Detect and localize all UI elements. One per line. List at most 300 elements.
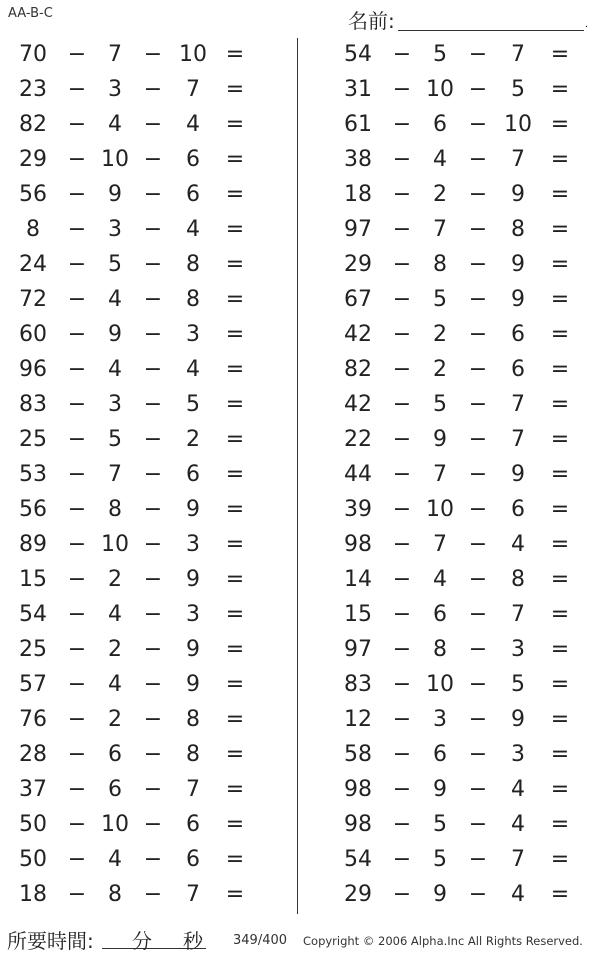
minuend: 54 <box>19 602 47 627</box>
problem-row <box>325 73 600 108</box>
minuend: 57 <box>19 672 47 697</box>
problem-row <box>0 318 290 353</box>
problem-row <box>325 773 600 808</box>
minus-sign: − <box>468 217 488 242</box>
minuend: 29 <box>344 882 372 907</box>
subtrahend-1: 5 <box>433 812 447 837</box>
subtrahend-2: 6 <box>186 147 200 172</box>
subtrahend-2: 9 <box>511 287 525 312</box>
problem-row <box>0 73 290 108</box>
subtrahend-2: 3 <box>186 322 200 347</box>
equals-sign: = <box>225 742 245 767</box>
subtrahend-2: 4 <box>511 882 525 907</box>
minus-sign: − <box>468 427 488 452</box>
subtrahend-1: 9 <box>433 777 447 802</box>
subtrahend-1: 7 <box>433 462 447 487</box>
problem-row <box>0 38 290 73</box>
problem-row <box>325 563 600 598</box>
problem-row <box>0 773 290 808</box>
equals-sign: = <box>550 567 570 592</box>
subtrahend-2: 3 <box>511 637 525 662</box>
equals-sign: = <box>225 147 245 172</box>
equals-sign: = <box>550 497 570 522</box>
minus-sign: − <box>67 602 87 627</box>
minus-sign: − <box>392 427 412 452</box>
minus-sign: − <box>67 777 87 802</box>
minus-sign: − <box>67 287 87 312</box>
equals-sign: = <box>550 77 570 102</box>
minus-sign: − <box>392 742 412 767</box>
subtrahend-1: 10 <box>426 672 454 697</box>
minus-sign: − <box>67 77 87 102</box>
subtrahend-2: 5 <box>511 77 525 102</box>
minus-sign: − <box>392 812 412 837</box>
seconds-label: 秒 <box>183 929 203 953</box>
minus-sign: − <box>392 42 412 67</box>
subtrahend-2: 6 <box>186 182 200 207</box>
left-problem-column <box>0 38 290 913</box>
worksheet-code: AA-B-C <box>8 6 53 21</box>
minuend: 83 <box>344 672 372 697</box>
minus-sign: − <box>143 182 163 207</box>
minus-sign: − <box>67 42 87 67</box>
minus-sign: − <box>143 777 163 802</box>
minus-sign: − <box>392 77 412 102</box>
minuend: 37 <box>19 777 47 802</box>
name-field[interactable] <box>348 5 588 33</box>
subtrahend-2: 7 <box>511 392 525 417</box>
subtrahend-1: 10 <box>426 77 454 102</box>
subtrahend-2: 3 <box>186 532 200 557</box>
minus-sign: − <box>67 252 87 277</box>
subtrahend-1: 8 <box>108 882 122 907</box>
minus-sign: − <box>392 357 412 382</box>
problem-row <box>325 843 600 878</box>
subtrahend-1: 3 <box>108 77 122 102</box>
minus-sign: − <box>143 637 163 662</box>
minus-sign: − <box>468 672 488 697</box>
subtrahend-2: 9 <box>186 672 200 697</box>
problem-row <box>0 143 290 178</box>
subtrahend-1: 7 <box>108 462 122 487</box>
minus-sign: − <box>143 427 163 452</box>
equals-sign: = <box>550 42 570 67</box>
subtrahend-2: 4 <box>186 357 200 382</box>
equals-sign: = <box>550 707 570 732</box>
minuend: 96 <box>19 357 47 382</box>
subtrahend-1: 6 <box>433 742 447 767</box>
subtrahend-1: 10 <box>101 532 129 557</box>
subtrahend-2: 9 <box>186 567 200 592</box>
minus-sign: − <box>468 357 488 382</box>
minus-sign: − <box>67 112 87 137</box>
minuend: 18 <box>344 182 372 207</box>
problem-row <box>0 668 290 703</box>
subtrahend-2: 6 <box>511 322 525 347</box>
minus-sign: − <box>468 462 488 487</box>
subtrahend-2: 8 <box>186 707 200 732</box>
minuend: 15 <box>19 567 47 592</box>
subtrahend-1: 6 <box>108 742 122 767</box>
problem-row <box>0 843 290 878</box>
minus-sign: − <box>143 532 163 557</box>
minus-sign: − <box>67 147 87 172</box>
minuend: 18 <box>19 882 47 907</box>
minus-sign: − <box>468 637 488 662</box>
problem-row <box>0 108 290 143</box>
minuend: 12 <box>344 707 372 732</box>
subtrahend-1: 4 <box>108 847 122 872</box>
minus-sign: − <box>143 742 163 767</box>
equals-sign: = <box>225 567 245 592</box>
problem-row <box>325 598 600 633</box>
equals-sign: = <box>550 322 570 347</box>
minus-sign: − <box>67 357 87 382</box>
minus-sign: − <box>392 777 412 802</box>
problem-row <box>325 353 600 388</box>
problem-row <box>325 738 600 773</box>
problem-row <box>325 703 600 738</box>
footer <box>0 918 600 952</box>
minus-sign: − <box>67 882 87 907</box>
subtrahend-2: 7 <box>511 147 525 172</box>
minuend: 98 <box>344 777 372 802</box>
minus-sign: − <box>67 532 87 557</box>
time-label: 所要時間: <box>7 929 94 953</box>
problem-row <box>0 423 290 458</box>
minuend: 72 <box>19 287 47 312</box>
subtrahend-1: 9 <box>433 427 447 452</box>
problem-row <box>325 108 600 143</box>
minus-sign: − <box>468 812 488 837</box>
subtrahend-1: 2 <box>108 707 122 732</box>
minus-sign: − <box>392 672 412 697</box>
minuend: 54 <box>344 847 372 872</box>
subtrahend-2: 9 <box>186 497 200 522</box>
minuend: 50 <box>19 847 47 872</box>
subtrahend-2: 7 <box>511 427 525 452</box>
minuend: 82 <box>19 112 47 137</box>
subtrahend-1: 10 <box>426 497 454 522</box>
problem-row <box>0 178 290 213</box>
minuend: 53 <box>19 462 47 487</box>
equals-sign: = <box>225 637 245 662</box>
minus-sign: − <box>468 567 488 592</box>
subtrahend-2: 7 <box>511 42 525 67</box>
minuend: 29 <box>344 252 372 277</box>
subtrahend-1: 9 <box>108 182 122 207</box>
minuend: 8 <box>26 217 40 242</box>
minuend: 98 <box>344 812 372 837</box>
copyright: Copyright © 2006 Alpha.Inc All Rights Reserved. <box>303 934 583 948</box>
minuend: 31 <box>344 77 372 102</box>
subtrahend-1: 9 <box>433 882 447 907</box>
equals-sign: = <box>225 672 245 697</box>
subtrahend-1: 5 <box>108 252 122 277</box>
subtrahend-1: 7 <box>108 42 122 67</box>
minuend: 61 <box>344 112 372 137</box>
minus-sign: − <box>143 602 163 627</box>
minus-sign: − <box>143 882 163 907</box>
minus-sign: − <box>143 847 163 872</box>
equals-sign: = <box>550 777 570 802</box>
minus-sign: − <box>143 357 163 382</box>
problem-row <box>325 248 600 283</box>
subtrahend-1: 4 <box>108 602 122 627</box>
equals-sign: = <box>550 392 570 417</box>
subtrahend-1: 6 <box>433 602 447 627</box>
minus-sign: − <box>468 322 488 347</box>
subtrahend-2: 2 <box>186 427 200 452</box>
minus-sign: − <box>143 42 163 67</box>
subtrahend-1: 2 <box>108 567 122 592</box>
minus-sign: − <box>468 392 488 417</box>
minus-sign: − <box>468 112 488 137</box>
minus-sign: − <box>143 812 163 837</box>
subtrahend-1: 4 <box>108 672 122 697</box>
subtrahend-2: 7 <box>186 882 200 907</box>
equals-sign: = <box>225 462 245 487</box>
minus-sign: − <box>392 252 412 277</box>
problem-row <box>325 633 600 668</box>
subtrahend-1: 4 <box>108 357 122 382</box>
minus-sign: − <box>392 637 412 662</box>
equals-sign: = <box>225 77 245 102</box>
subtrahend-1: 3 <box>108 217 122 242</box>
minus-sign: − <box>392 497 412 522</box>
equals-sign: = <box>225 427 245 452</box>
subtrahend-2: 9 <box>511 462 525 487</box>
minus-sign: − <box>392 462 412 487</box>
subtrahend-2: 3 <box>511 742 525 767</box>
subtrahend-2: 4 <box>186 112 200 137</box>
minus-sign: − <box>468 182 488 207</box>
minuend: 23 <box>19 77 47 102</box>
problem-row <box>325 493 600 528</box>
problem-row <box>0 633 290 668</box>
equals-sign: = <box>550 357 570 382</box>
subtrahend-1: 7 <box>433 217 447 242</box>
subtrahend-2: 4 <box>511 777 525 802</box>
minus-sign: − <box>67 637 87 662</box>
minuend: 89 <box>19 532 47 557</box>
equals-sign: = <box>225 497 245 522</box>
minus-sign: − <box>67 392 87 417</box>
minus-sign: − <box>468 42 488 67</box>
equals-sign: = <box>550 112 570 137</box>
equals-sign: = <box>225 777 245 802</box>
problem-row <box>325 528 600 563</box>
problem-row <box>0 598 290 633</box>
minus-sign: − <box>143 672 163 697</box>
minus-sign: − <box>67 462 87 487</box>
minus-sign: − <box>143 497 163 522</box>
minus-sign: − <box>67 427 87 452</box>
equals-sign: = <box>550 532 570 557</box>
subtrahend-1: 6 <box>433 112 447 137</box>
minus-sign: − <box>392 112 412 137</box>
subtrahend-1: 5 <box>433 287 447 312</box>
minus-sign: − <box>468 602 488 627</box>
minuend: 22 <box>344 427 372 452</box>
minus-sign: − <box>392 287 412 312</box>
minus-sign: − <box>468 77 488 102</box>
minuend: 44 <box>344 462 372 487</box>
minuend: 60 <box>19 322 47 347</box>
minus-sign: − <box>392 322 412 347</box>
problem-row <box>0 738 290 773</box>
equals-sign: = <box>550 252 570 277</box>
minus-sign: − <box>392 147 412 172</box>
minus-sign: − <box>143 112 163 137</box>
subtrahend-2: 9 <box>511 252 525 277</box>
minuend: 56 <box>19 497 47 522</box>
page-number: 349/400 <box>233 933 288 948</box>
subtrahend-1: 10 <box>101 147 129 172</box>
minus-sign: − <box>392 217 412 242</box>
minus-sign: − <box>67 707 87 732</box>
equals-sign: = <box>550 637 570 662</box>
subtrahend-2: 6 <box>186 847 200 872</box>
equals-sign: = <box>550 602 570 627</box>
minus-sign: − <box>468 707 488 732</box>
minuend: 98 <box>344 532 372 557</box>
minus-sign: − <box>143 707 163 732</box>
subtrahend-2: 6 <box>186 462 200 487</box>
minus-sign: − <box>392 707 412 732</box>
column-divider <box>297 38 298 914</box>
subtrahend-1: 4 <box>108 287 122 312</box>
problem-row <box>0 703 290 738</box>
equals-sign: = <box>225 357 245 382</box>
subtrahend-2: 3 <box>186 602 200 627</box>
subtrahend-1: 4 <box>433 567 447 592</box>
problem-row <box>325 668 600 703</box>
equals-sign: = <box>550 462 570 487</box>
subtrahend-1: 4 <box>108 112 122 137</box>
minus-sign: − <box>143 217 163 242</box>
problem-row <box>0 563 290 598</box>
problem-row <box>0 493 290 528</box>
problem-row <box>0 808 290 843</box>
problem-row <box>0 213 290 248</box>
equals-sign: = <box>550 882 570 907</box>
equals-sign: = <box>225 252 245 277</box>
minuend: 67 <box>344 287 372 312</box>
minus-sign: − <box>468 847 488 872</box>
equals-sign: = <box>225 217 245 242</box>
minuend: 76 <box>19 707 47 732</box>
problem-row <box>325 423 600 458</box>
minus-sign: − <box>143 287 163 312</box>
subtrahend-2: 7 <box>186 77 200 102</box>
subtrahend-2: 9 <box>511 182 525 207</box>
subtrahend-2: 6 <box>186 812 200 837</box>
minuend: 15 <box>344 602 372 627</box>
minus-sign: − <box>67 847 87 872</box>
minus-sign: − <box>392 182 412 207</box>
minus-sign: − <box>143 252 163 277</box>
subtrahend-2: 4 <box>511 812 525 837</box>
subtrahend-2: 4 <box>186 217 200 242</box>
subtrahend-1: 7 <box>433 532 447 557</box>
equals-sign: = <box>550 812 570 837</box>
minutes-label: 分 <box>132 929 152 953</box>
subtrahend-2: 8 <box>511 217 525 242</box>
minus-sign: − <box>143 322 163 347</box>
minus-sign: − <box>468 532 488 557</box>
equals-sign: = <box>550 147 570 172</box>
minuend: 25 <box>19 427 47 452</box>
subtrahend-1: 8 <box>433 637 447 662</box>
subtrahend-1: 9 <box>108 322 122 347</box>
name-label: 名前: <box>348 9 395 33</box>
minus-sign: − <box>143 567 163 592</box>
minus-sign: − <box>143 392 163 417</box>
minus-sign: − <box>67 742 87 767</box>
minus-sign: − <box>67 672 87 697</box>
minuend: 42 <box>344 392 372 417</box>
subtrahend-1: 2 <box>433 357 447 382</box>
problem-row <box>325 388 600 423</box>
minuend: 28 <box>19 742 47 767</box>
subtrahend-2: 5 <box>186 392 200 417</box>
problem-row <box>0 353 290 388</box>
name-end-dot: . <box>584 19 588 30</box>
subtrahend-1: 6 <box>108 777 122 802</box>
equals-sign: = <box>225 182 245 207</box>
subtrahend-1: 2 <box>108 637 122 662</box>
equals-sign: = <box>225 812 245 837</box>
minuend: 54 <box>344 42 372 67</box>
minuend: 14 <box>344 567 372 592</box>
minuend: 82 <box>344 357 372 382</box>
equals-sign: = <box>225 392 245 417</box>
problem-row <box>0 458 290 493</box>
subtrahend-1: 3 <box>108 392 122 417</box>
minus-sign: − <box>143 77 163 102</box>
subtrahend-2: 7 <box>511 847 525 872</box>
problem-row <box>325 878 600 913</box>
subtrahend-1: 8 <box>433 252 447 277</box>
minus-sign: − <box>468 742 488 767</box>
problem-row <box>325 213 600 248</box>
minuend: 97 <box>344 637 372 662</box>
minuend: 58 <box>344 742 372 767</box>
minus-sign: − <box>392 567 412 592</box>
subtrahend-1: 5 <box>433 847 447 872</box>
subtrahend-1: 3 <box>433 707 447 732</box>
minus-sign: − <box>468 252 488 277</box>
equals-sign: = <box>550 182 570 207</box>
minus-sign: − <box>67 182 87 207</box>
subtrahend-1: 5 <box>433 392 447 417</box>
minus-sign: − <box>143 147 163 172</box>
minus-sign: − <box>468 777 488 802</box>
minus-sign: − <box>392 602 412 627</box>
equals-sign: = <box>550 427 570 452</box>
subtrahend-2: 8 <box>511 567 525 592</box>
equals-sign: = <box>550 742 570 767</box>
minus-sign: − <box>392 532 412 557</box>
equals-sign: = <box>225 322 245 347</box>
subtrahend-2: 8 <box>186 252 200 277</box>
name-underline <box>398 30 584 31</box>
minus-sign: − <box>392 392 412 417</box>
minuend: 56 <box>19 182 47 207</box>
subtrahend-1: 5 <box>108 427 122 452</box>
problem-row <box>325 178 600 213</box>
